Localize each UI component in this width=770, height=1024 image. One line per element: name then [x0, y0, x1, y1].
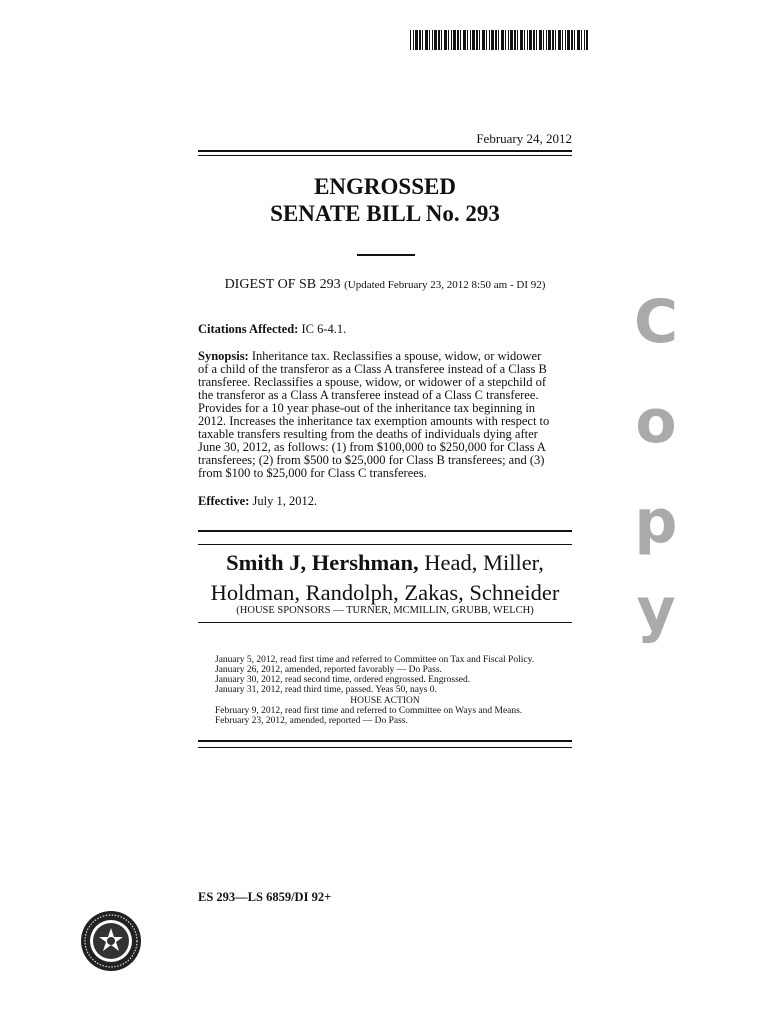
- synopsis-line: transferee. Reclassifies a spouse, widow, or widower of a stepchild of: [198, 375, 547, 389]
- divider: [198, 530, 572, 532]
- synopsis-line: from $100 to $25,000 for Class C transferees.: [198, 466, 427, 480]
- synopsis-line: transferees; (2) from $500 to $25,000 for Class B transferees; and (3): [198, 453, 545, 467]
- house-action: February 9, 2012, read first time and referred to Committee on Ways and Means.: [215, 706, 523, 716]
- senate-sponsors-line1: [198, 548, 572, 578]
- co-sponsors: Head, Miller,: [418, 550, 544, 575]
- senate-action: January 30, 2012, read second time, ordered engrossed. Engrossed.: [215, 675, 471, 685]
- synopsis-label: Synopsis:: [198, 349, 249, 363]
- copy-watermark-letter: o: [635, 387, 677, 457]
- copy-watermark-letter: y: [636, 575, 676, 645]
- senate-sponsors-line2: Holdman, Randolph, Zakas, Schneider: [210, 580, 560, 605]
- primary-sponsors: Smith J, Hershman,: [226, 550, 419, 575]
- house-action: February 23, 2012, amended, reported — Do Pass.: [215, 716, 408, 726]
- effective-date: [198, 495, 572, 508]
- divider: [198, 544, 572, 545]
- citations-label: Citations Affected:: [198, 322, 299, 336]
- bill-identifier: ES 293—LS 6859/DI 92+: [198, 890, 332, 904]
- synopsis-line: Provides for a 10 year phase-out of the inheritance tax beginning in: [198, 401, 536, 415]
- senate-action: January 31, 2012, read third time, passed. Yeas 50, nays 0.: [215, 685, 437, 695]
- divider: [198, 622, 572, 623]
- synopsis: [198, 350, 572, 480]
- copy-watermark-letter: p: [634, 487, 678, 557]
- citations-value: IC 6-4.1.: [301, 322, 347, 336]
- synopsis-line: taxable transfers resulting from the deaths of individuals dying after: [198, 427, 538, 441]
- barcode-image: [410, 30, 588, 50]
- digest-heading: [198, 277, 572, 293]
- synopsis-line: the transferor as a Class A transferee instead of a Class C transferee.: [198, 388, 539, 402]
- house-action-heading: HOUSE ACTION: [350, 696, 420, 706]
- senate-action: January 26, 2012, amended, reported favorably — Do Pass.: [215, 665, 442, 675]
- title-underline: [357, 254, 415, 256]
- effective-label: Effective:: [198, 494, 250, 508]
- state-seal-icon: [80, 910, 142, 972]
- digest-updated: (Updated February 23, 2012 8:50 am - DI 92): [344, 279, 546, 291]
- divider: [198, 747, 572, 748]
- digest-label: DIGEST OF SB 293: [224, 277, 341, 292]
- house-sponsors: (HOUSE SPONSORS — TURNER, MCMILLIN, GRUBB, WELCH): [236, 605, 534, 616]
- divider: [198, 740, 572, 742]
- title-bill-number: SENATE BILL No. 293: [270, 201, 500, 226]
- senate-action: January 5, 2012, read first time and referred to Committee on Tax and Fiscal Policy.: [215, 655, 535, 665]
- title-engrossed: ENGROSSED: [314, 174, 456, 199]
- divider: [198, 150, 572, 152]
- citations-affected: [198, 323, 572, 336]
- synopsis-line: of a child of the transferor as a Class A transferee instead of a Class B: [198, 362, 547, 376]
- copy-watermark-letter: C: [633, 287, 679, 357]
- synopsis-line: Inheritance tax. Reclassifies a spouse, widow, or widower: [251, 349, 542, 363]
- bill-date: February 24, 2012: [476, 131, 572, 146]
- divider: [198, 155, 572, 156]
- synopsis-line: 2012. Increases the inheritance tax exemption amounts with respect to: [198, 414, 550, 428]
- effective-value: July 1, 2012.: [252, 494, 318, 508]
- synopsis-line: June 30, 2012, as follows: (1) from $100,000 to $250,000 for Class A: [198, 440, 546, 454]
